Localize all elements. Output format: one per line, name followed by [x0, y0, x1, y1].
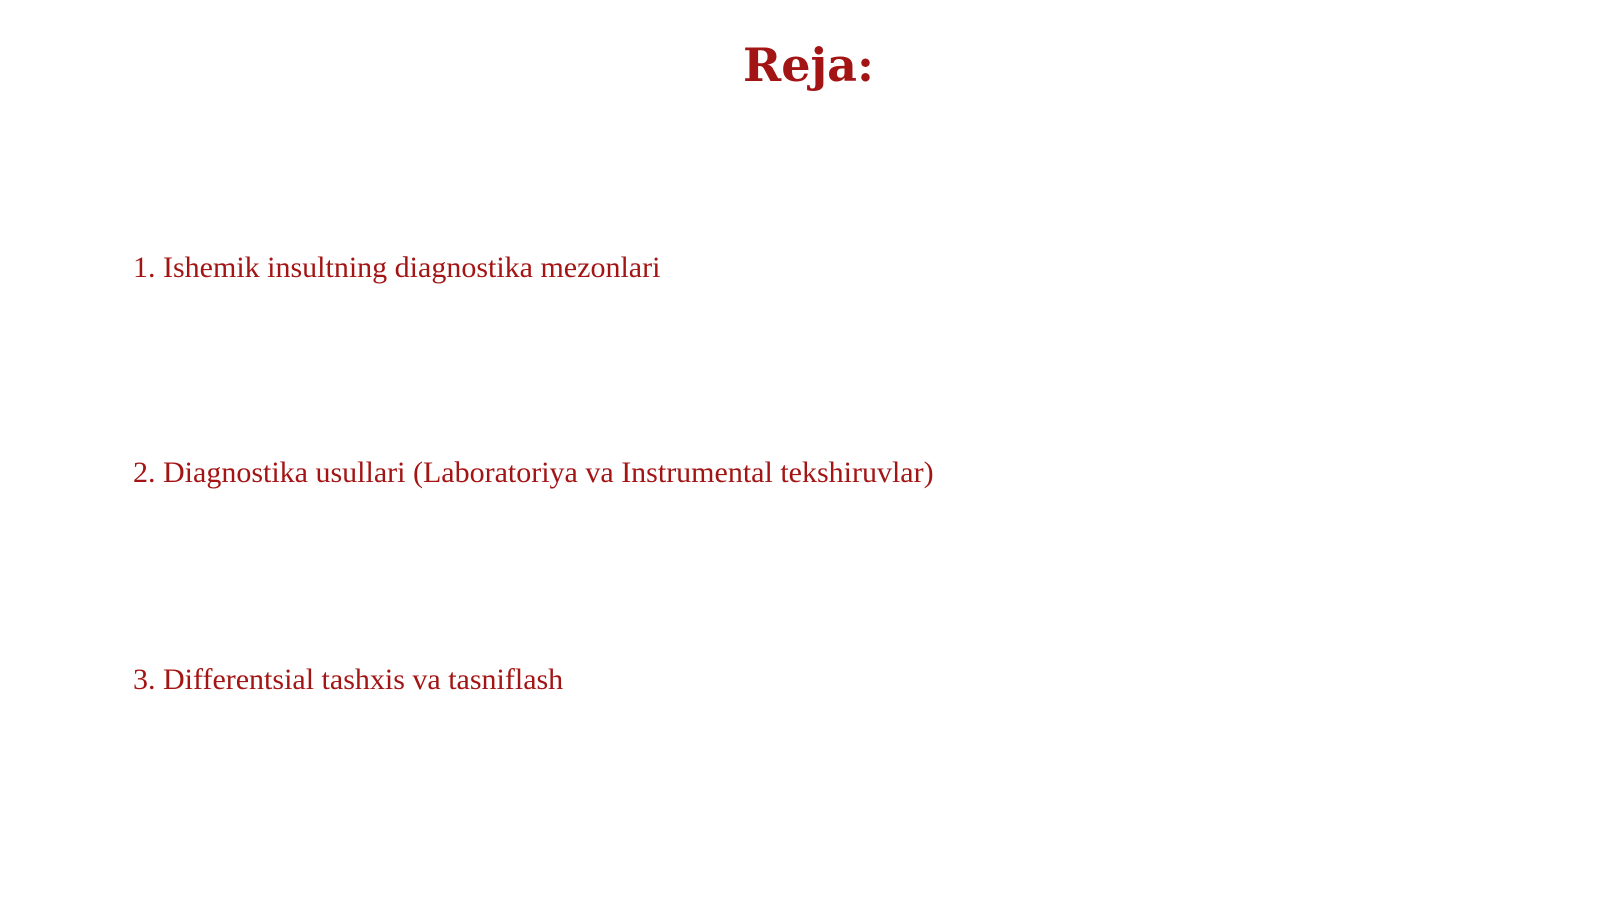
plan-item-3: 3. Differentsial tashxis va tasniflash	[133, 663, 564, 696]
plan-item-2: 2. Diagnostika usullari (Laboratoriya va Instrumental tekshiruvlar)	[133, 456, 934, 489]
slide-title: Reja:	[743, 38, 874, 92]
plan-item-1: 1. Ishemik insultning diagnostika mezonlari	[133, 251, 661, 284]
